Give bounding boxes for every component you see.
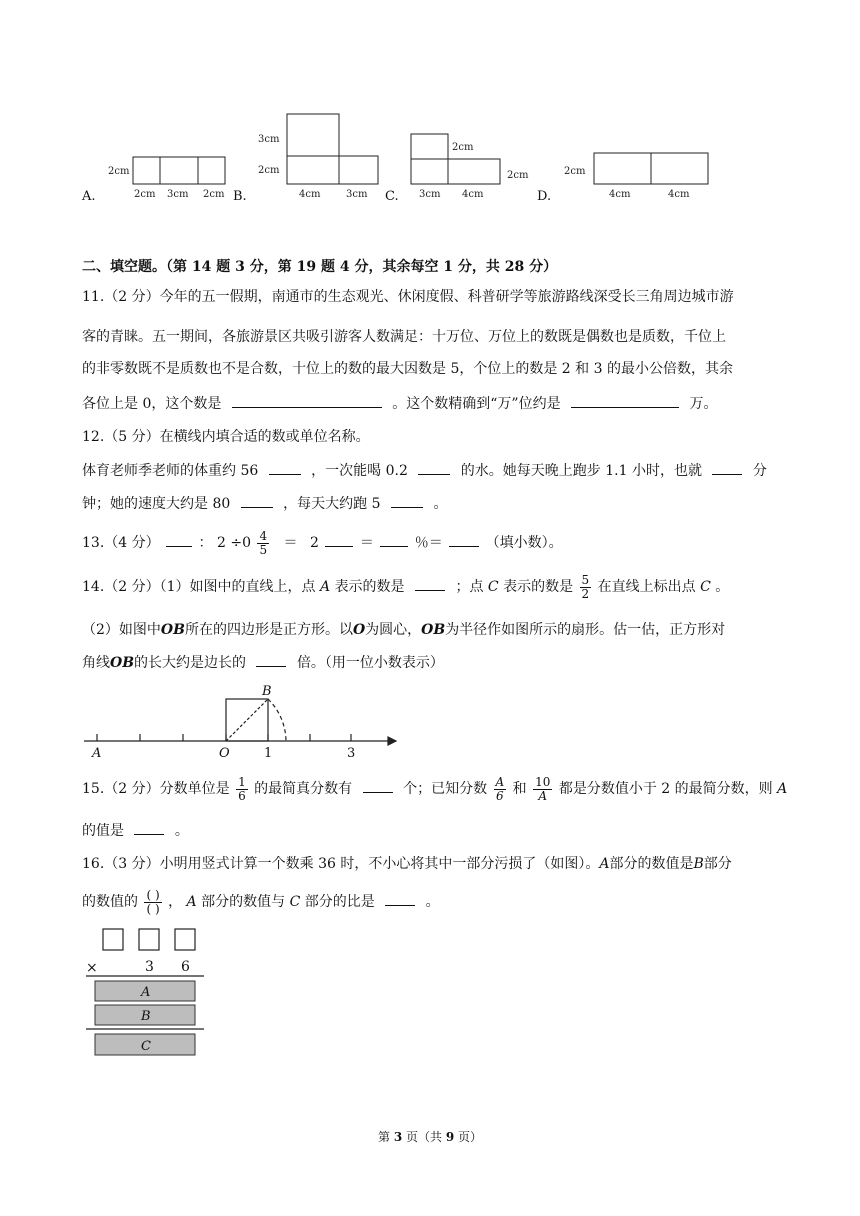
diagonal-ob: [226, 699, 268, 741]
q16-f-num: ( ): [146, 887, 160, 902]
q11-line4a: 各位上是 0，这个数是: [82, 396, 222, 412]
q15-f3-den: A: [538, 788, 548, 803]
q12-line2b: ，一次能喝 0.2: [311, 463, 408, 479]
q13-prefix: 13.（4 分）: [82, 535, 160, 551]
q14-point-c2: C: [700, 579, 711, 595]
q13-mixed-whole: 2 ÷0: [216, 535, 251, 551]
q15-fraction-3: [533, 776, 552, 803]
footer-page: 3: [393, 1130, 403, 1144]
q11-line1: 11.（2 分）今年的五一假期，南通市的生态观光、休闲度假、科普研学等旅游路线深受长三角周边城市游: [82, 289, 734, 305]
q12-line2a: 体育老师季老师的体重约 56: [82, 463, 259, 479]
q13-pct: ％＝: [414, 535, 443, 551]
q14-line1c: ；点: [455, 579, 484, 595]
q15-line2a: 的值是: [82, 823, 124, 839]
q11-line2: 客的青睐。五一期间，各旅游景区共吸引游客人数满足：十万位、万位上的数既是偶数也是质数，千位上: [82, 329, 726, 345]
figure-d-rect-1: [594, 153, 651, 184]
q11-line4c: 万。: [689, 396, 718, 412]
q13-blank-4[interactable]: [449, 532, 479, 547]
figure-a-w2: 3cm: [167, 189, 189, 200]
q16-line2: [82, 883, 440, 921]
figure-d-side: 2cm: [564, 166, 586, 177]
q13-blank-2[interactable]: [325, 532, 353, 547]
q14-line1a: 14.（2 分）（1）如图中的直线上，点: [82, 579, 316, 595]
q14-point-a: A: [319, 579, 331, 595]
footer-post: 页）: [454, 1130, 482, 1144]
figure-a-rect-2: [160, 157, 198, 184]
q12-line2: [82, 460, 767, 481]
figure-c-rect-2: [448, 159, 500, 184]
q11-answer-blank-1[interactable]: [232, 393, 382, 408]
q15-line1e: 都是分数值小于 2 的最简分数，则: [558, 781, 773, 797]
q14-blank-2[interactable]: [256, 652, 286, 667]
q14-point-c: C: [487, 579, 499, 595]
q15-line1c: 个；已知分数: [403, 781, 488, 797]
q15-line1d: 和: [512, 781, 527, 797]
q11-line3: 的非零数既不是质数也不是合数，十位上的数的最大因数是 5，个位上的数是 2 和 3 的最小公倍数，其余: [82, 361, 733, 377]
q12-line2c: 的水。她每天晚上跑步 1.1 小时，也就: [460, 463, 702, 479]
q15-blank-1[interactable]: [363, 778, 393, 793]
q15-line1a: 15.（2 分）分数单位是: [82, 781, 230, 797]
part-a-label: A: [141, 985, 151, 1000]
q15-line1b: 的最简真分数有: [254, 781, 353, 797]
q16-line2a: 的数值的: [82, 894, 138, 910]
figure-a-w1: 2cm: [134, 189, 156, 200]
option-figures: [0, 100, 860, 210]
figure-b-rect-2: [339, 156, 378, 184]
figure-b-side: 2cm: [258, 165, 280, 176]
q14-ob2: OB: [421, 622, 446, 638]
q16-a2: A: [186, 894, 197, 910]
q13-suffix: （填小数）。: [485, 535, 563, 551]
q14-line2c: 为圆心，: [365, 622, 422, 638]
figure-b-top: 3cm: [258, 134, 280, 145]
figure-b-rect-top: [287, 114, 339, 156]
q16-line2c: 部分的数值与: [201, 894, 286, 910]
q15-blank-2[interactable]: [134, 820, 164, 835]
q14-fraction: [580, 574, 592, 601]
q15-f2-den: 6: [496, 788, 504, 803]
option-c-letter: C.: [385, 189, 399, 204]
q13-line: [82, 526, 563, 560]
figure-b-rect-1: [287, 156, 339, 184]
q14-line1: [82, 570, 729, 604]
label-b: B: [262, 684, 272, 699]
q16-line1: [82, 854, 732, 874]
q15-line1: [82, 772, 787, 806]
figure-a-rect-3: [198, 157, 225, 184]
digit-box-1: [103, 929, 123, 950]
number-line-figure: [80, 680, 410, 760]
q14-line2a: （2）如图中: [82, 622, 161, 638]
q15-fraction-2: [494, 776, 507, 803]
q15-fraction-1: [236, 776, 248, 803]
option-a-letter: A.: [82, 189, 96, 204]
q12-line3b: ，每天大约跑 5: [283, 496, 381, 512]
label-three: 3: [347, 746, 356, 760]
q15-a: A: [777, 781, 788, 797]
q16-f-den: ( ): [146, 901, 160, 916]
q13-eq2: ＝: [359, 535, 374, 551]
times-sign: ×: [86, 960, 98, 976]
q16-line2b: ，: [168, 894, 183, 910]
footer-total: 9: [445, 1130, 455, 1144]
figure-c-side: 2cm: [452, 142, 474, 153]
q16-line2e: 。: [425, 894, 440, 910]
q15-line2b: 。: [174, 823, 189, 839]
q14-line3c: 倍。（用一位小数表示）: [296, 655, 444, 671]
q13-blank-1[interactable]: [166, 532, 192, 547]
q14-o: O: [352, 622, 366, 638]
q16-line1a: 16.（3 分）小明用竖式计算一个数乘 36 时，不小心将其中一部分污损了（如图）。: [82, 856, 600, 872]
q11-answer-blank-2[interactable]: [571, 393, 679, 408]
footer-pre: 第: [377, 1130, 394, 1144]
figure-a-rect-1: [133, 157, 160, 184]
q14-line2: [82, 620, 725, 640]
q14-line1d: 表示的数是: [503, 579, 574, 595]
q15-f1-num: 1: [238, 774, 246, 789]
figure-a-w3: 2cm: [203, 189, 225, 200]
q16-line1b: 部分的数值是: [609, 856, 694, 872]
q14-line3: [82, 652, 444, 673]
q12-blank-2[interactable]: [418, 460, 450, 475]
q15-f1-den: 6: [238, 788, 246, 803]
q14-line3b: 的长大约是边长的: [134, 655, 247, 671]
q12-blank-5[interactable]: [391, 493, 423, 508]
part-b-label: B: [141, 1009, 151, 1024]
part-c-label: C: [141, 1039, 151, 1054]
q16-line2d: 部分的比是: [304, 894, 375, 910]
q14-ob: OB: [160, 622, 185, 638]
figure-d-rect-2: [651, 153, 708, 184]
q16-blank[interactable]: [385, 891, 415, 906]
q12-line2d: 分: [752, 463, 767, 479]
option-d-letter: D.: [537, 189, 552, 204]
q14-line1e: 在直线上标出点: [597, 579, 696, 595]
option-b-letter: B.: [233, 189, 247, 204]
q13-eq1: ＝: [283, 535, 298, 551]
q14-line2b: 所在的四边形是正方形。以: [184, 622, 353, 638]
digit-box-2: [139, 929, 159, 950]
q14-line3a: 角线: [82, 655, 110, 671]
q14-ob3: OB: [110, 655, 135, 671]
q12-blank-1[interactable]: [269, 460, 301, 475]
q12-line3a: 钟；她的速度大约是 80: [82, 496, 231, 512]
q13-blank-3[interactable]: [380, 532, 408, 547]
vertical-calc-figure: [80, 922, 210, 1062]
q12-blank-4[interactable]: [241, 493, 273, 508]
q14-line1f: 。: [715, 579, 730, 595]
q15-f3-num: 10: [535, 774, 551, 789]
q14-blank-1[interactable]: [415, 576, 445, 591]
figure-c-rect-top: [411, 134, 448, 159]
q13-frac-den: 5: [259, 542, 268, 557]
q12-line3c: 。: [433, 496, 448, 512]
q16-line1c: 部分: [703, 856, 732, 872]
figure-c-w2: 4cm: [462, 189, 484, 200]
figure-c-w1: 3cm: [419, 189, 441, 200]
figure-d-w1: 4cm: [609, 189, 631, 200]
sector-arc: [268, 699, 286, 741]
section-heading: 二、填空题。（第 14 题 3 分，第 19 题 4 分，其余每空 1 分，共 28 分）: [82, 259, 558, 275]
q13-two: 2: [309, 535, 319, 551]
digit-box-3: [175, 929, 195, 950]
q13-frac-num: 4: [259, 528, 268, 543]
q13-colon: ：: [198, 535, 213, 551]
label-a: A: [92, 746, 102, 760]
figure-c-rect-1: [411, 159, 448, 184]
q11-line4b: 。这个数精确到“万”位约是: [392, 396, 561, 412]
digit-3: 3: [145, 959, 154, 975]
q13-fraction: [257, 530, 269, 557]
footer-mid: 页（共: [402, 1130, 446, 1144]
label-one: 1: [264, 746, 273, 760]
figure-b-w2: 3cm: [346, 189, 368, 200]
figure-c-side2: 2cm: [507, 170, 529, 181]
q12-line3: [82, 493, 447, 514]
q14-frac-num: 5: [581, 572, 590, 587]
q11-line4: [82, 393, 718, 414]
q16-a: A: [599, 856, 610, 872]
q12-blank-3[interactable]: [712, 460, 742, 475]
q16-c: C: [289, 894, 301, 910]
q14-frac-den: 2: [581, 586, 590, 601]
q15-line2: [82, 820, 189, 841]
q14-line1b: 表示的数是: [334, 579, 405, 595]
q16-fraction: [144, 889, 161, 916]
page-footer: [0, 1128, 860, 1145]
q14-line2d: 为半径作如图所示的扇形。估一估，正方形对: [445, 622, 726, 638]
figure-a-side: 2cm: [108, 166, 130, 177]
figure-d-w2: 4cm: [668, 189, 690, 200]
digit-6: 6: [181, 959, 190, 975]
number-line-arrow: [388, 737, 396, 745]
figure-b-w1: 4cm: [299, 189, 321, 200]
q12-line1: 12.（5 分）在横线内填合适的数或单位名称。: [82, 429, 370, 445]
q16-b: B: [693, 856, 704, 872]
q15-f2-num: A: [495, 774, 505, 789]
label-o: O: [219, 746, 230, 760]
